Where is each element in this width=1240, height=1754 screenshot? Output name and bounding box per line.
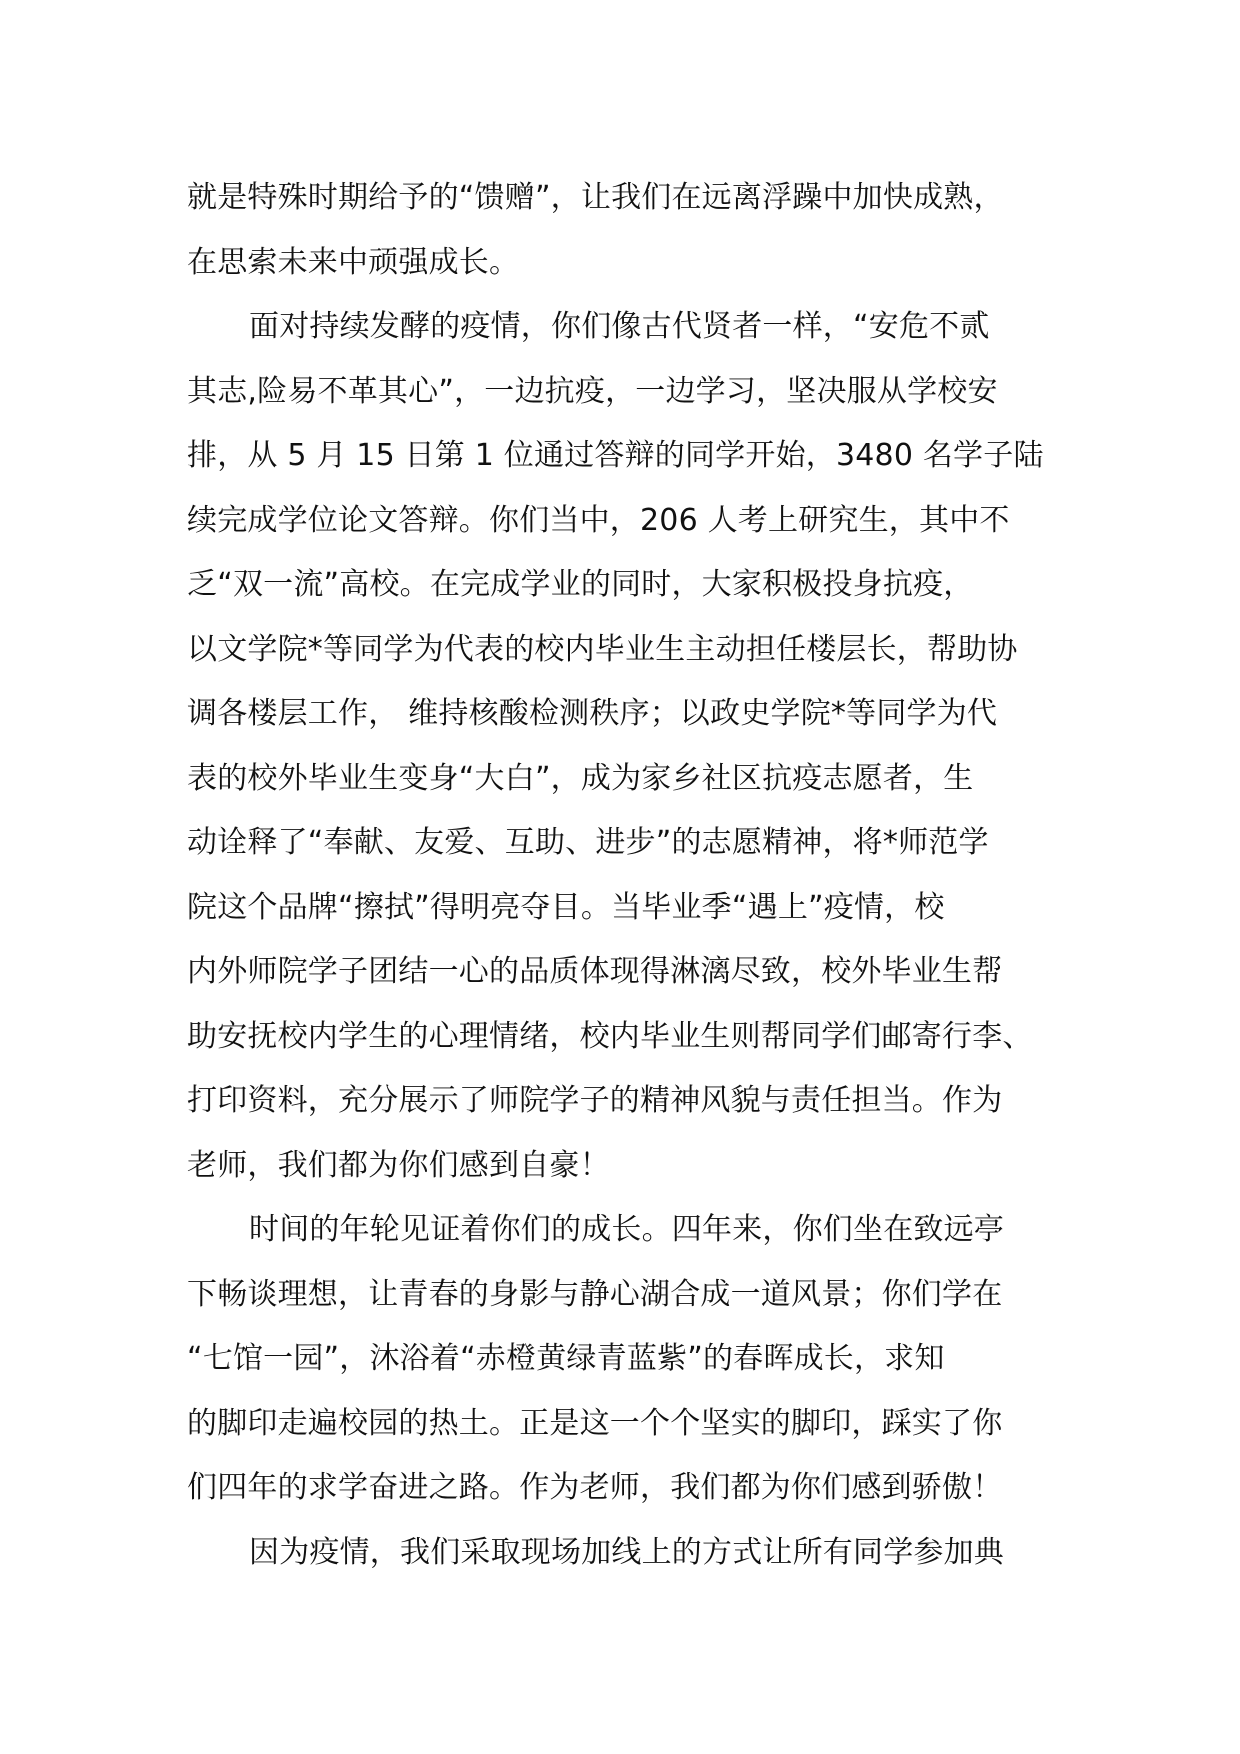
text-line: 其志,险易不革其心”，一边抗疫，一边学习，坚决服从学校安 (187, 373, 998, 409)
paragraph-start-line: 时间的年轮见证着你们的成长。四年来，你们坐在致远亭 (249, 1212, 1004, 1247)
text-line: 以文学院*等同学为代表的校内毕业生主动担任楼层长，帮助协 (187, 631, 1018, 667)
text-line: 院这个品牌“擦拭”得明亮夺目。当毕业季“遇上”疫情，校 (187, 889, 945, 925)
text-line: 乏“双一流”高校。在完成学业的同时，大家积极投身抗疫， (187, 567, 974, 602)
text-line: 老师，我们都为你们感到自豪！ (187, 1147, 610, 1183)
text-line: 调各楼层工作， 维持核酸检测秩序；以政史学院*等同学为代 (187, 696, 998, 731)
text-line: “七馆一园”，沐浴着“赤橙黄绿青蓝紫”的春晖成长，求知 (187, 1341, 945, 1376)
text-line: 就是特殊时期给予的“馈赠”，让我们在远离浮躁中加快成熟， (187, 180, 1004, 215)
text-line: 下畅谈理想，让青春的身影与静心湖合成一道风景；你们学在 (187, 1276, 1003, 1312)
paragraph-start-line: 面对持续发酵的疫情，你们像古代贤者一样，“安危不贰 (249, 309, 990, 344)
body-text (187, 166, 1087, 1585)
text-line: 排，从 5 月 15 日第 1 位通过答辩的同学开始，3480 名学子陆 (187, 438, 1044, 473)
text-line: 在思索未来中顽强成长。 (187, 244, 520, 280)
text-line: 助安抚校内学生的心理情绪，校内毕业生则帮同学们邮寄行李、 (187, 1018, 1033, 1054)
text-line: 打印资料，充分展示了师院学子的精神风貌与责任担当。作为 (187, 1083, 1003, 1118)
text-line: 动诠释了“奉献、友爱、互助、进步”的志愿精神，将*师范学 (187, 825, 989, 860)
text-line: 们四年的求学奋进之路。作为老师，我们都为你们感到骄傲！ (187, 1470, 1003, 1505)
text-line: 表的校外毕业生变身“大白”，成为家乡社区抗疫志愿者，生 (187, 760, 974, 796)
paragraph-start-line: 因为疫情，我们采取现场加线上的方式让所有同学参加典 (249, 1534, 1004, 1570)
text-line: 内外师院学子团结一心的品质体现得淋漓尽致，校外毕业生帮 (187, 954, 1003, 989)
text-line: 续完成学位论文答辩。你们当中，206 人考上研究生，其中不 (187, 502, 1010, 538)
text-line: 的脚印走遍校园的热土。正是这一个个坚实的脚印，踩实了你 (187, 1405, 1003, 1441)
